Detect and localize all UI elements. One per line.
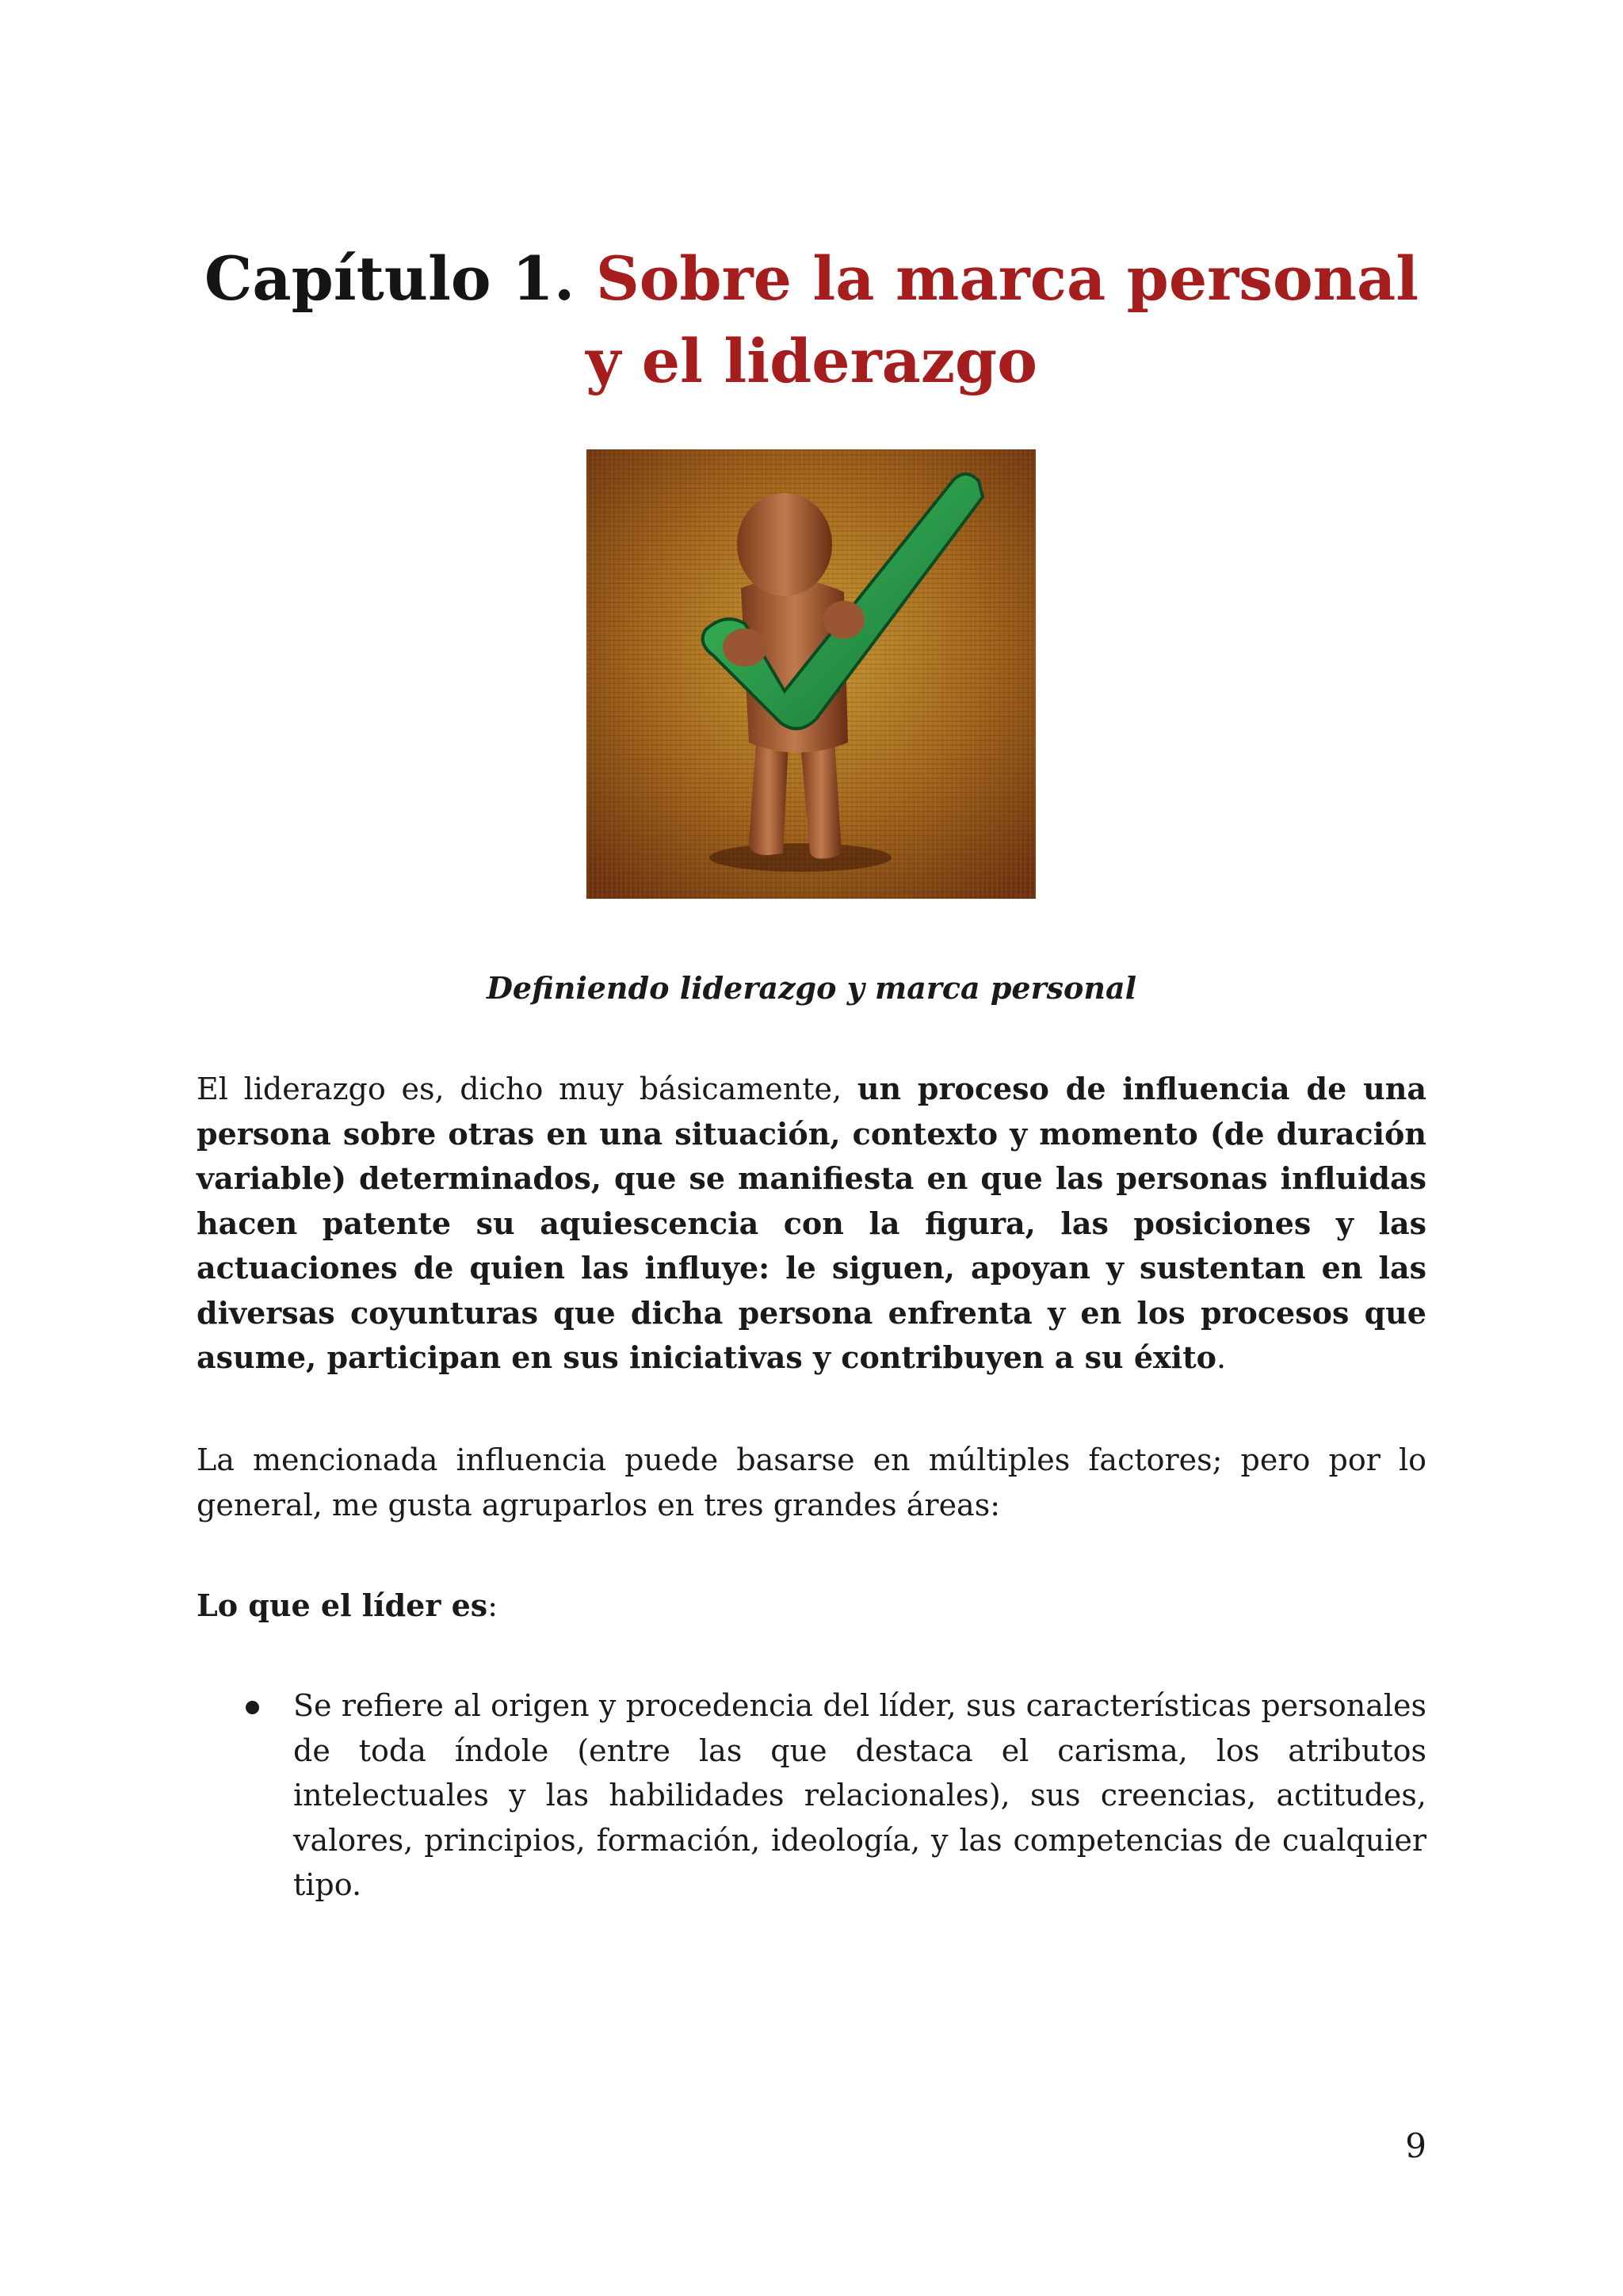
list-item-text: Se refiere al origen y procedencia del líder, sus características personales de toda índole (entre las que destaca el carisma, los atributos intelectuales y las habilidades relacionales), sus creencias, actitudes, valores, principios, formación, ideología, y las competencias de cualquier tipo. [293,1688,1426,1902]
section-heading-suffix: : [487,1588,498,1623]
person-holding-checkmark-icon [586,449,1036,899]
chapter-title [198,238,1425,403]
chapter-title-text: Sobre la marca personal y el liderazgo [586,243,1419,396]
chapter-number: Capítulo 1. [204,243,575,314]
page-number: 9 [1405,2126,1426,2165]
paragraph-leadership-definition [197,1067,1426,1381]
paragraph-bold-definition: un proceso de influencia de una persona sobre otras en una situación, contexto y momento (de duración variable) determinados, que se manifiesta en que las personas influidas hacen patente su aquiescencia con la figura, las posiciones y las actuaciones de quien las influye: le siguen, apoyan y sustentan en las diversas coyunturas que dicha persona enfrenta y en los procesos que asume, participan en sus iniciativas y contribuyen a su éxito [197,1071,1426,1375]
section-subtitle: Definiendo liderazgo y marca personal [486,970,1137,1006]
paragraph-end: . [1216,1340,1227,1375]
section-heading [197,1584,498,1628]
section-heading-bold: Lo que el líder es [197,1587,488,1623]
paragraph-intro: El liderazgo es, dicho muy básicamente, [197,1072,842,1106]
bullet-icon [246,1701,259,1714]
paragraph-influence-factors: La mencionada influencia puede basarse en múltiples factores; pero por lo general, me gusta agruparlos en tres grandes áreas: [197,1442,1426,1522]
